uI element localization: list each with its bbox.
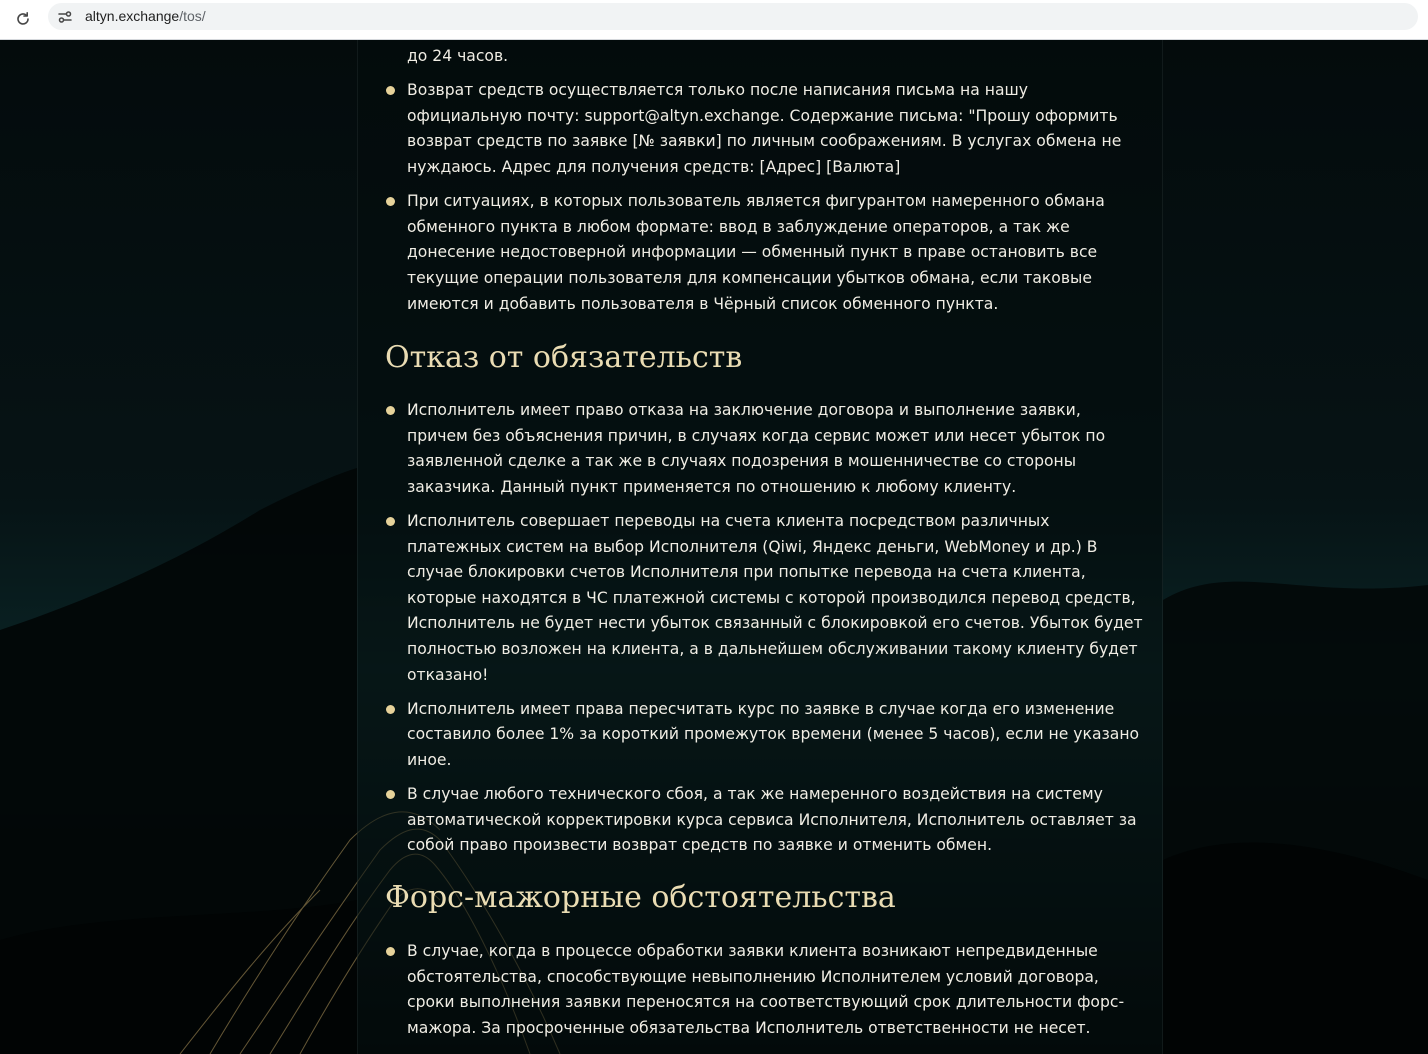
bullet-dot-icon	[386, 86, 395, 95]
list-item	[385, 78, 1145, 180]
bullet-dot-icon	[386, 705, 395, 714]
url-text[interactable]	[85, 8, 206, 24]
list-item-text: В случае любого технического сбоя, а так же намеренного воздействия на систему автоматической корректировки курса сервиса Исполнителя, Исполнитель оставляет за собой право произвести возврат средств по заявке и отменить обмен.	[407, 785, 1137, 855]
rules-list-refunds	[385, 44, 1145, 326]
bullet-dot-icon	[386, 197, 395, 206]
rules-list-disclaimer	[385, 398, 1145, 867]
list-item-text: При ситуациях, в которых пользователь является фигурантом намеренного обмана обменного пункта в любом формате: ввод в заблуждение операторов, а так же донесение недостоверной информации — обменный пункт в праве остановить все текущие операции пользователя для компенсации убытков обмана, если таковые имеются и добавить пользователя в Чёрный список обменного пункта.	[407, 192, 1105, 313]
reload-button[interactable]	[12, 8, 34, 30]
list-item-text: Исполнитель имеет право отказа на заключение договора и выполнение заявки, причем без объяснения причин, в случаях когда сервис может или несет убыток по заявленной сделке а так же в случаях подозрения в мошенничестве со стороны заказчика. Данный пункт применяется по отношению к любому клиенту.	[407, 401, 1106, 496]
bullet-dot-icon	[386, 517, 395, 526]
rules-list-force-majeure	[385, 939, 1145, 1050]
list-item	[385, 509, 1145, 688]
site-info-button[interactable]	[54, 6, 76, 28]
reload-icon	[15, 11, 31, 27]
list-item-text: В случае, когда в процессе обработки заявки клиента возникают непредвиденные обстоятельства, способствующие невыполнению Исполнителем условий договора, сроки выполнения заявки переносятся на соответствующий срок длительности форс-мажора. За просроченные обязательства Исполнитель ответственности не несет.	[407, 942, 1125, 1037]
bullet-dot-icon	[386, 947, 395, 956]
bullet-dot-icon	[386, 790, 395, 799]
list-item-text: до 24 часов.	[407, 47, 509, 65]
list-item-text: Исполнитель совершает переводы на счета клиента посредством различных платежных систем на выбор Исполнителя (Qiwi, Яндекс деньги, WebMoney и др.) В случае блокировки счетов Исполнителя при попытке перевода на счета клиента, которые находятся в ЧС платежной системы с которой производился перевод средств, Исполнитель не будет нести убыток связанный с блокировкой его счетов. Убыток будет полностью возложен на клиента, а в дальнейшем обслуживании такому клиенту будет отказано!	[407, 511, 1143, 684]
section-title-disclaimer: Отказ от обязательств	[385, 340, 743, 375]
section-title-force-majeure: Форс-мажорные обстоятельства	[385, 880, 896, 915]
url-host: altyn.exchange	[85, 8, 180, 24]
list-item-text: Возврат средств осуществляется только после написания письма на нашу официальную почту: support@altyn.exchange. Содержание письма: "Прошу оформить возврат средств по заявке [№ заявки] по личным соображениям. В услугах обмена не нуждаюсь. Адрес для получения средств: [Адрес] [Валюта]	[407, 81, 1122, 176]
page-viewport[interactable]	[0, 40, 1428, 1054]
site-info-icon	[57, 9, 73, 25]
bullet-dot-icon	[386, 406, 395, 415]
list-item-text: Исполнитель имеет права пересчитать курс по заявке в случае когда его изменение составило более 1% за короткий промежуток времени (менее 5 часов), если не указано иное.	[407, 699, 1140, 769]
list-item	[385, 189, 1145, 317]
browser-toolbar	[0, 0, 1428, 40]
list-item	[385, 939, 1145, 1041]
list-item	[385, 44, 1145, 70]
list-item	[385, 398, 1145, 500]
url-path: /tos/	[179, 8, 206, 24]
list-item	[385, 697, 1145, 774]
address-bar[interactable]	[48, 3, 1418, 30]
list-item	[385, 782, 1145, 859]
